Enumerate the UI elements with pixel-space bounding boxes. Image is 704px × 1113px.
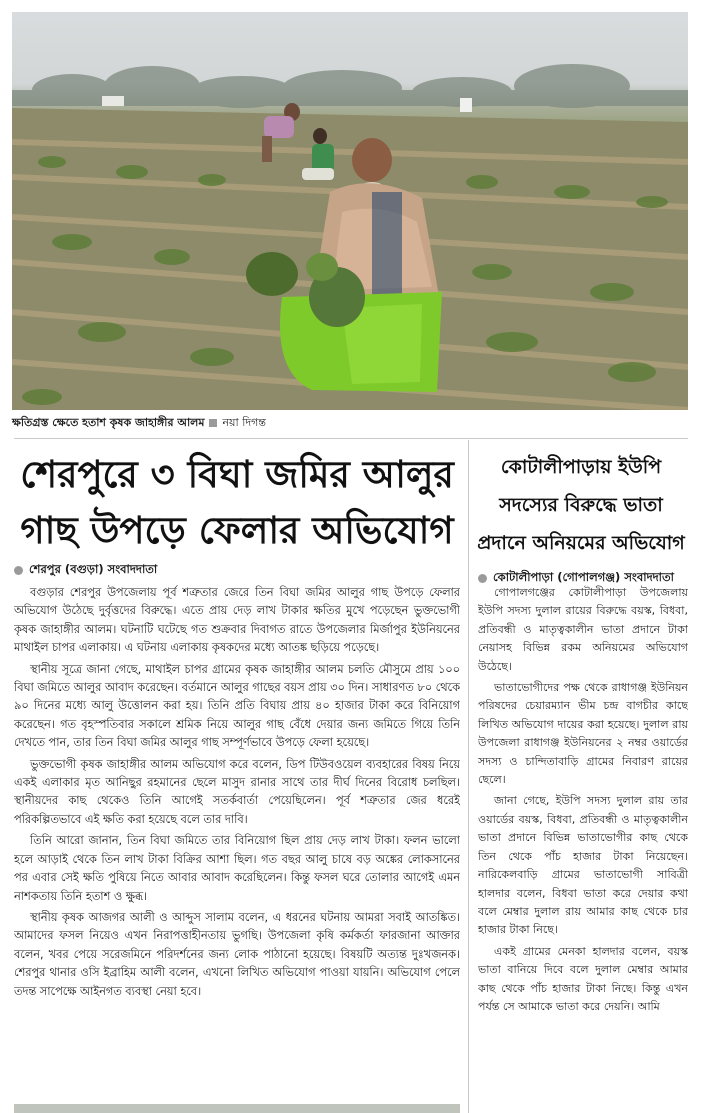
side-paragraph: জানা গেছে, ইউপি সদস্য দুলাল রায় তার ওয়ার্ডের বয়স্ক, বিধবা, প্রতিবন্ধী ও মাতৃত্বকালীন ভাতা প্রদানে বিভিন্ন ভাতাভোগীর কাছ থেকে তিন থেকে পাঁচ হাজার টাকা নিয়েছেন। নারিকেলবাড়ি গ্রামের ভাতাভোগী সাবিত্রী হালদার বলেন, বিধবা ভাতা করে দেয়ার কথা বলে মেম্বার দুলাল রায় আমার কাছ থেকে চার হাজার টাকা নিছে। — [478, 794, 688, 937]
side-paragraph: একই গ্রামের মেনকা হালদার বলেন, বয়স্ক ভাতা বানিয়ে দিবে বলে দুলাল মেম্বার আমার কাছ থেকে পাঁচ হাজার টাকা নিছে। কিন্তু এখন পর্যন্ত সে আমাকে ভাতা করে দেয়নি। আমি — [478, 944, 688, 1013]
photo-caption: ক্ষতিগ্রস্ত ক্ষেতে হতাশ কৃষক জাহাঙ্গীর আলম — [12, 415, 205, 429]
next-photo-edge — [14, 1104, 460, 1113]
field-illustration — [12, 12, 688, 410]
column-divider — [468, 440, 469, 1113]
main-headline: শেরপুরে ৩ বিঘা জমির আলুর গাছ উপড়ে ফেলার অভিযোগ — [20, 452, 454, 552]
main-paragraph: বগুড়ার শেরপুর উপজেলায় পূর্ব শত্রুতার জেরে তিন বিঘা জমির আলুর গাছ উপড়ে ফেলার অভিযোগ উঠেছে দুর্বৃত্তদের বিরুদ্ধে। এতে প্রায় দেড় লাখ টাকার ক্ষতির মুখে পড়েছেন ভুক্তভোগী কৃষক জাহাঙ্গীর আলম। ঘটনাটি ঘটেছে গত শুক্রবার দিবাগত রাতে উপজেলার মির্জাপুর ইউনিয়নের মাথাইল চাপর এলাকায়। এ ঘটনায় এলাকায় কৃষকদের মধ্যে আতঙ্ক ছড়িয়ে পড়েছে। — [14, 586, 460, 655]
byline-bullet-icon — [14, 566, 23, 575]
photo-caption-row — [12, 414, 688, 432]
byline-bullet-icon — [478, 574, 487, 583]
main-article-body — [14, 584, 460, 1096]
side-article-body — [478, 584, 688, 1113]
caption-separator-icon — [209, 419, 217, 427]
section-divider — [14, 438, 688, 439]
distant-house — [102, 96, 124, 106]
side-byline-text: কোটালীপাড়া (গোপালগঞ্জ) সংবাদদাতা — [493, 570, 674, 584]
news-photo — [12, 12, 688, 410]
side-headline: কোটালীপাড়ায় ইউপি সদস্যের বিরুদ্ধে ভাতা প্রদানে অনিয়মের অভিযোগ — [477, 456, 685, 554]
side-paragraph: ভাতাভোগীদের পক্ষ থেকে রাধাগঞ্জ ইউনিয়ন পরিষদের চেয়ারম্যান ভীম চন্দ্র বাগচীর কাছে লিখিত অভিযোগ দায়ের করা হয়েছে। দুলাল রায় উপজেলা রাধাগঞ্জ ইউনিয়নের ২ নম্বর ওয়ার্ডের সদস্য ও চান্দিতাবাড়ি গ্রামের নিবারণ রায়ের ছেলে। — [478, 681, 688, 787]
main-paragraph: তিনি আরো জানান, তিন বিঘা জমিতে তার বিনিয়োগ ছিল প্রায় দেড় লাখ টাকা। ফলন ভালো হলে আড়াই থেকে তিন লাখ টাকা বিক্রির আশা ছিল। গত বছর আলু চাষে বড় অঙ্কের লোকসানের পর এবার সেই ক্ষতি পুষিয়ে নিতে আবার আবাদ করেছিলেন। কিন্তু ফসল ঘরে তোলার আগেই এমন নাশকতায় তিনি হতাশ ও ক্ষুব্ধ। — [14, 834, 460, 903]
distant-shed — [460, 98, 472, 112]
photo-source: নয়া দিগন্ত — [222, 415, 266, 429]
main-paragraph: স্থানীয় সূত্রে জানা গেছে, মাথাইল চাপর গ্রামের কৃষক জাহাঙ্গীর আলম চলতি মৌসুমে প্রায় ১০০ বিঘা জমিতে আলুর আবাদ করেছেন। বর্তমানে আলুর গাছের বয়স প্রায় ৩০ দিন। সাধারণত ৮০ থেকে ৯০ দিনের মধ্যে আলু উত্তোলন করা হয়। তিনি প্রতি বিঘায় প্রায় ৪০ হাজার টাকা করে বিনিয়োগ করেছেন। গত বৃহস্পতিবার সকালে শ্রমিক নিয়ে আলুর গাছ বেঁধে দেয়ার জন্য জমিতে গিয়ে তিনি দেখতে পান, তার তিন বিঘা জমির আলুর গাছ সম্পূর্ণভাবে উপড়ে ফেলা হয়েছে। — [14, 662, 460, 750]
side-paragraph: গোপালগঞ্জের কোটালীপাড়া উপজেলায় ইউপি সদস্য দুলাল রায়ের বিরুদ্ধে বয়স্ক, বিধবা, প্রতিবন্ধী ও মাতৃত্বকালীন ভাতা প্রদানে টাকা নেয়াসহ বিভিন্ন রকম অনিয়মের অভিযোগ উঠেছে। — [478, 586, 688, 673]
main-byline-text: শেরপুর (বগুড়া) সংবাদদাতা — [29, 562, 158, 576]
main-paragraph: ভুক্তভোগী কৃষক জাহাঙ্গীর আলম অভিযোগ করে বলেন, ডিপ টিউবওয়েল ব্যবহারের বিষয় নিয়ে একই এলাকার মৃত আনিছুর রহমানের ছেলে মাসুদ রানার সাথে তার দীর্ঘ দিনের বিরোধ চলছিল। স্থানীয়দের কাছ থেকেও তিনি আগেই সতর্কবার্তা পেয়েছিলেন। পূর্ব শত্রুতার জের ধরেই পরিকল্পিতভাবে এই ক্ষতি করা হয়েছে বলে তার দাবি। — [14, 757, 460, 826]
main-paragraph: স্থানীয় কৃষক আজগর আলী ও আব্দুস সালাম বলেন, এ ধরনের ঘটনায় আমরা সবাই আতঙ্কিত। আমাদের ফসল নিয়েও এখন নিরাপত্তাহীনতায় ভুগছি। উপজেলা কৃষি কর্মকর্তা ফারজানা আক্তার বলেন, খবর পেয়ে সরেজমিনে পরিদর্শনের জন্য লোক পাঠানো হয়েছে। বিষয়টি অত্যন্ত দুঃখজনক। শেরপুর থানার ওসি ইব্রাহিম আলী বলেন, এখনো লিখিত অভিযোগ পাওয়া যায়নি। অভিযোগ পেলে তদন্ত সাপেক্ষে আইনগত ব্যবস্থা নেয়া হবে। — [14, 910, 460, 998]
main-byline — [14, 561, 157, 580]
